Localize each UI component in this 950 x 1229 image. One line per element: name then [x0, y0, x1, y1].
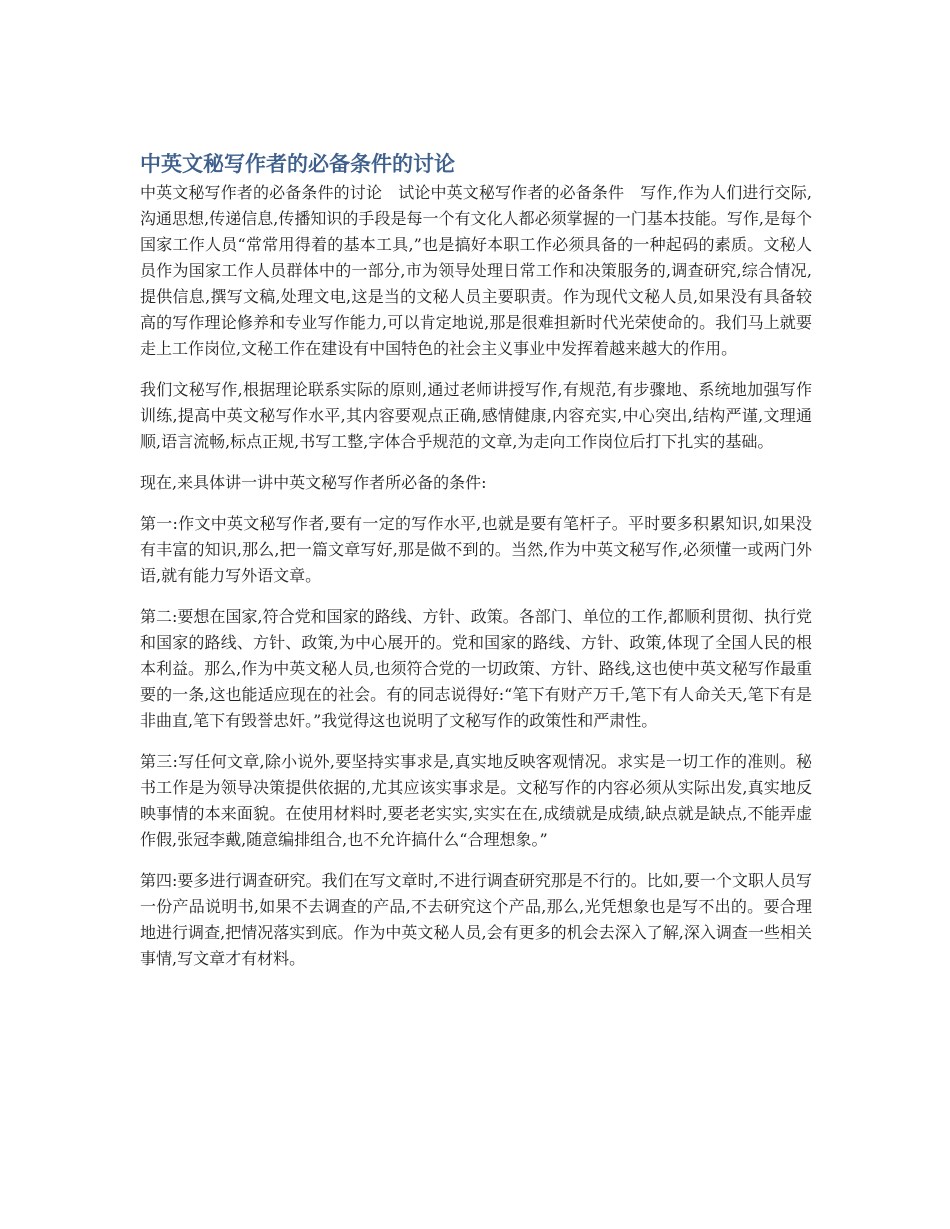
document-page [140, 150, 812, 987]
paragraph-condition-4: 第四:要多进行调查研究。我们在写文章时,不进行调查研究那是不行的。比如,要一个文职人员写一份产品说明书,如果不去调查的产品,不去研究这个产品,那么,光凭想象也是写不出的。要合理地进行调查,把情况落实到底。作为中英文秘人员,会有更多的机会去深入了解,深入调查一些相关事情,写文章才有材料。 [140, 871, 812, 968]
paragraph-condition-2: 第二:要想在国家,符合党和国家的路线、方针、政策。各部门、单位的工作,都顺利贯彻、执行党和国家的路线、方针、政策,为中心展开的。党和国家的路线、方针、政策,体现了全国人民的根本利益。那么,作为中英文秘人员,也须符合党的一切政策、方针、路线,这也使中英文秘写作最重要的一条,这也能适应现在的社会。有的同志说得好:“笔下有财产万千,笔下有人命关天,笔下有是非曲直,笔下有毁誉忠奸。”我觉得这也说明了文秘写作的政策性和严肃性。 [140, 607, 812, 730]
paragraph-intro: 中英文秘写作者的必备条件的讨论 试论中英文秘写作者的必备条件 写作,作为人们进行交际,沟通思想,传递信息,传播知识的手段是每一个有文化人都必须掌握的一门基本技能。写作,是每个国家工作人员“常常用得着的基本工具,”也是搞好本职工作必须具备的一种起码的素质。文秘人员作为国家工作人员群体中的一部分,市为领导处理日常工作和决策服务的,调查研究,综合情况,提供信息,撰写文稿,处理文电,这是当的文秘人员主要职责。作为现代文秘人员,如果没有具备较高的写作理论修养和专业写作能力,可以肯定地说,那是很难担新时代光荣使命的。我们马上就要走上工作岗位,文秘工作在建设有中国特色的社会主义事业中发挥着越来越大的作用。 [140, 183, 812, 358]
paragraph-condition-3: 第三:写任何文章,除小说外,要坚持实事求是,真实地反映客观情况。求实是一切工作的准则。秘书工作是为领导决策提供依据的,尤其应该实事求是。文秘写作的内容必须从实际出发,真实地反映事情的本来面貌。在使用材料时,要老老实实,实实在在,成绩就是成绩,缺点就是缺点,不能弄虚作假,张冠李戴,随意编排组合,也不允许搞什么“合理想象。” [140, 752, 812, 849]
paragraph-conditions-intro: 现在,来具体讲一讲中英文秘写作者所必备的条件: [140, 473, 487, 492]
paragraph-condition-1: 第一:作文中英文秘写作者,要有一定的写作水平,也就是要有笔杆子。平时要多积累知识,如果没有丰富的知识,那么,把一篇文章写好,那是做不到的。当然,作为中英文秘写作,必须懂一或两门外语,就有能力写外语文章。 [140, 514, 812, 585]
paragraph-training: 我们文秘写作,根据理论联系实际的原则,通过老师讲授写作,有规范,有步骤地、系统地加强写作训练,提高中英文秘写作水平,其内容要观点正确,感情健康,内容充实,中心突出,结构严谨,文理通顺,语言流畅,标点正规,书写工整,字体合乎规范的文章,为走向工作岗位后打下扎实的基础。 [140, 380, 812, 451]
document-title: 中英文秘写作者的必备条件的讨论 [140, 152, 455, 176]
